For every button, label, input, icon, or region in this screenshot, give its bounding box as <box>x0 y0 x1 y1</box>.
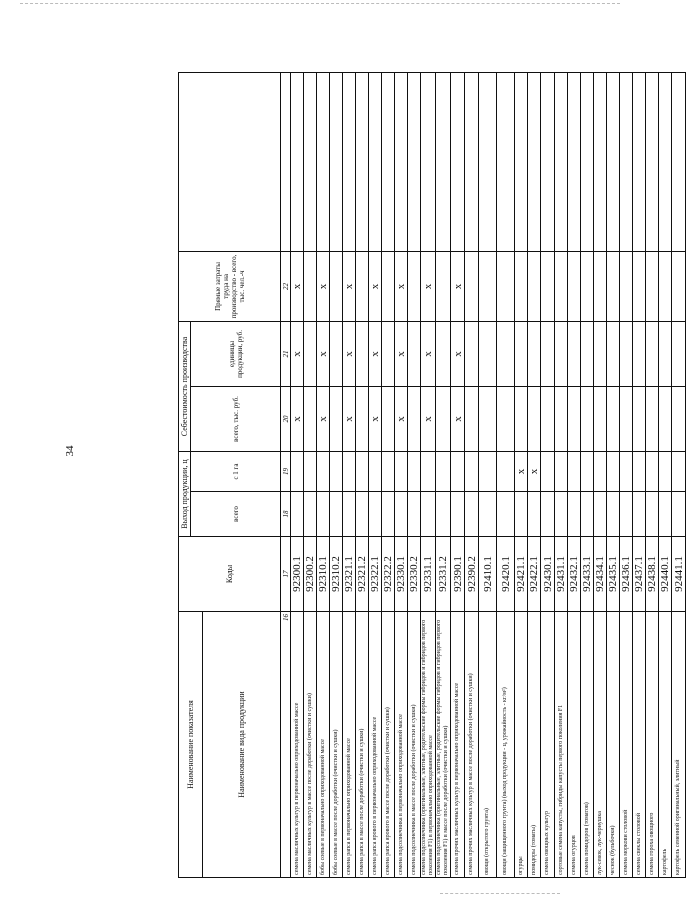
table-row <box>343 72 356 877</box>
output-total-cell <box>451 492 465 537</box>
labor-cost-cell: х <box>451 251 465 321</box>
cost-unit-cell: х <box>369 321 382 386</box>
blank-cell <box>515 72 528 251</box>
product-code-cell: 92410.1 <box>479 537 497 612</box>
cost-unit-cell: х <box>291 321 304 386</box>
output-total-cell <box>620 492 633 537</box>
labor-cost-cell: х <box>369 251 382 321</box>
blank-cell <box>382 72 395 251</box>
labor-cost-cell <box>356 251 369 321</box>
output-total-cell <box>369 492 382 537</box>
table-row <box>541 72 555 877</box>
output-total-cell <box>304 492 317 537</box>
header-row-1 <box>179 72 191 877</box>
output-per-ha-cell: х <box>528 451 541 491</box>
colnum-19: 19 <box>281 451 291 491</box>
table-row <box>369 72 382 877</box>
table-row <box>555 72 568 877</box>
product-code-cell: 92420.1 <box>497 537 515 612</box>
product-name-cell: семена моркови столовой <box>620 612 633 878</box>
output-per-ha-cell <box>555 451 568 491</box>
cost-unit-cell <box>304 321 317 386</box>
table-row <box>497 72 515 877</box>
product-name-cell: огурцы <box>515 612 528 878</box>
product-name-cell: бобы соевые в массе после доработки (очистки и сушки) <box>330 612 343 878</box>
cost-total-cell <box>436 386 451 451</box>
blank-cell <box>343 72 356 251</box>
labor-cost-cell <box>607 251 620 321</box>
output-per-ha-cell <box>541 451 555 491</box>
labor-cost-cell: х <box>395 251 408 321</box>
table-row <box>408 72 421 877</box>
table-row <box>659 72 672 877</box>
table-row <box>356 72 369 877</box>
cost-total-cell <box>594 386 607 451</box>
cost-unit-cell: х <box>395 321 408 386</box>
cost-unit-cell: х <box>317 321 330 386</box>
output-per-ha-cell <box>646 451 659 491</box>
header-cost: Себестоимость производства <box>179 321 191 451</box>
cost-total-cell: х <box>395 386 408 451</box>
cost-unit-cell: х <box>451 321 465 386</box>
table-row <box>568 72 581 877</box>
output-total-cell <box>515 492 528 537</box>
column-number-row <box>281 72 291 877</box>
empty-right-block <box>179 72 281 251</box>
output-per-ha-cell <box>633 451 646 491</box>
product-code-cell: 92310.1 <box>317 537 330 612</box>
labor-cost-cell <box>555 251 568 321</box>
output-total-cell <box>555 492 568 537</box>
header-cost-total: всего, тыс. руб. <box>191 386 281 451</box>
cost-total-cell <box>541 386 555 451</box>
cost-unit-cell <box>659 321 672 386</box>
product-name-cell: помидоры (томаты) <box>528 612 541 878</box>
cost-total-cell <box>515 386 528 451</box>
blank-cell <box>659 72 672 251</box>
cost-total-cell <box>672 386 686 451</box>
output-total-cell <box>646 492 659 537</box>
table-row <box>479 72 497 877</box>
output-per-ha-cell <box>369 451 382 491</box>
output-per-ha-cell <box>672 451 686 491</box>
cost-unit-cell <box>568 321 581 386</box>
product-name-cell: семена подсолнечника (оригинальные, элитные, родительские формы гибридов и гибридов первого поколения F1) в первоначально оприходованной массе <box>421 612 436 878</box>
output-total-cell <box>594 492 607 537</box>
cost-unit-cell <box>497 321 515 386</box>
labor-cost-cell <box>479 251 497 321</box>
product-code-cell: 92437.1 <box>633 537 646 612</box>
product-name-cell: овощи (защищенного грунта) (выход продукции - ц, урожайность - кг/м²) <box>497 612 515 878</box>
labor-cost-cell <box>568 251 581 321</box>
table-row <box>607 72 620 877</box>
cost-unit-cell <box>356 321 369 386</box>
table-row <box>672 72 686 877</box>
product-code-cell: 92310.2 <box>330 537 343 612</box>
blank-cell <box>528 72 541 251</box>
product-code-cell: 92330.1 <box>395 537 408 612</box>
blank-cell <box>369 72 382 251</box>
page-number: 34 <box>64 445 76 457</box>
output-total-cell <box>317 492 330 537</box>
labor-cost-cell: х <box>291 251 304 321</box>
labor-cost-cell <box>620 251 633 321</box>
cost-total-cell <box>568 386 581 451</box>
cost-unit-cell <box>541 321 555 386</box>
output-total-cell <box>672 492 686 537</box>
output-total-cell <box>541 492 555 537</box>
cost-total-cell <box>497 386 515 451</box>
output-per-ha-cell <box>568 451 581 491</box>
output-total-cell <box>581 492 594 537</box>
product-name-cell: семена рапса ярового в первоначально оприходованной массе <box>369 612 382 878</box>
labor-cost-cell <box>465 251 479 321</box>
product-name-cell: семена рапса в массе после доработки (очистки и сушки) <box>356 612 369 878</box>
product-name-cell: семена подсолнечника (оригинальные, элитные, родительские формы гибридов и гибридов первого поколения F1) в массе после доработки (очистки и сушки) <box>436 612 451 878</box>
product-code-cell: 92300.1 <box>291 537 304 612</box>
product-name-cell: картофель <box>659 612 672 878</box>
table-row <box>594 72 607 877</box>
labor-cost-cell <box>528 251 541 321</box>
header-product-name: Наименование вида продукции <box>203 612 281 878</box>
product-name-cell: картофель семенной оригинальный, элитный <box>672 612 686 878</box>
output-per-ha-cell <box>317 451 330 491</box>
product-code-cell: 92390.2 <box>465 537 479 612</box>
product-code-cell: 92434.1 <box>594 537 607 612</box>
product-name-cell: семена рапса ярового в массе после доработки (очистки и сушки) <box>382 612 395 878</box>
product-name-cell: семена прочих масличных культур в массе после доработки (очистки и сушки) <box>465 612 479 878</box>
header-indicator-name: Наименование показателя <box>179 612 203 878</box>
cost-total-cell <box>304 386 317 451</box>
output-total-cell <box>633 492 646 537</box>
blank-cell <box>581 72 594 251</box>
cost-total-cell <box>408 386 421 451</box>
blank-cell <box>568 72 581 251</box>
cost-total-cell <box>620 386 633 451</box>
blank-cell <box>672 72 686 251</box>
labor-cost-cell <box>581 251 594 321</box>
output-per-ha-cell <box>659 451 672 491</box>
cost-unit-cell <box>581 321 594 386</box>
product-code-cell: 92440.1 <box>659 537 672 612</box>
output-total-cell <box>356 492 369 537</box>
product-code-cell: 92441.1 <box>672 537 686 612</box>
cost-unit-cell <box>408 321 421 386</box>
output-total-cell <box>436 492 451 537</box>
product-code-cell: 92421.1 <box>515 537 528 612</box>
cost-unit-cell <box>528 321 541 386</box>
cost-total-cell: х <box>421 386 436 451</box>
cost-total-cell: х <box>369 386 382 451</box>
cost-unit-cell <box>330 321 343 386</box>
output-per-ha-cell <box>451 451 465 491</box>
output-per-ha-cell: х <box>515 451 528 491</box>
output-total-cell <box>330 492 343 537</box>
output-per-ha-cell <box>620 451 633 491</box>
product-name-cell: семена свеклы столовой <box>633 612 646 878</box>
colnum-16: 16 <box>281 612 291 878</box>
product-name-cell: семена овощных культур <box>541 612 555 878</box>
colnum-17: 17 <box>281 537 291 612</box>
cost-total-cell: х <box>451 386 465 451</box>
output-total-cell <box>479 492 497 537</box>
table-row <box>421 72 436 877</box>
cost-unit-cell: х <box>343 321 356 386</box>
table-row <box>382 72 395 877</box>
header-per-ha: с 1 га <box>191 451 281 491</box>
output-per-ha-cell <box>479 451 497 491</box>
output-total-cell <box>607 492 620 537</box>
header-total: всего <box>191 492 281 537</box>
output-total-cell <box>291 492 304 537</box>
blank-cell <box>465 72 479 251</box>
blank-cell <box>436 72 451 251</box>
product-code-cell: 92321.2 <box>356 537 369 612</box>
cost-unit-cell <box>382 321 395 386</box>
labor-cost-cell <box>497 251 515 321</box>
product-code-cell: 92331.2 <box>436 537 451 612</box>
output-per-ha-cell <box>330 451 343 491</box>
cost-total-cell: х <box>343 386 356 451</box>
table-row <box>620 72 633 877</box>
output-total-cell <box>395 492 408 537</box>
product-code-cell: 92432.1 <box>568 537 581 612</box>
output-total-cell <box>659 492 672 537</box>
labor-cost-cell <box>659 251 672 321</box>
colnum-22: 22 <box>281 251 291 321</box>
cost-unit-cell <box>620 321 633 386</box>
output-per-ha-cell <box>291 451 304 491</box>
cost-unit-cell <box>594 321 607 386</box>
output-total-cell <box>382 492 395 537</box>
colnum-18: 18 <box>281 492 291 537</box>
output-total-cell <box>568 492 581 537</box>
header-labor: Прямые затраты труда на производство - всего, тыс. чел.-ч <box>179 251 281 321</box>
table-row <box>304 72 317 877</box>
blank-cell <box>646 72 659 251</box>
table-row <box>317 72 330 877</box>
table-row <box>528 72 541 877</box>
blank-cell <box>356 72 369 251</box>
cost-total-cell <box>659 386 672 451</box>
labor-cost-cell <box>672 251 686 321</box>
cost-total-cell <box>382 386 395 451</box>
labor-cost-cell: х <box>317 251 330 321</box>
cost-unit-cell <box>633 321 646 386</box>
cost-unit-cell <box>672 321 686 386</box>
cost-total-cell <box>465 386 479 451</box>
product-code-cell: 92330.2 <box>408 537 421 612</box>
product-code-cell: 92300.2 <box>304 537 317 612</box>
output-per-ha-cell <box>581 451 594 491</box>
output-per-ha-cell <box>594 451 607 491</box>
product-name-cell: семена подсолнечника в массе после доработки (очистки и сушки) <box>408 612 421 878</box>
labor-cost-cell <box>541 251 555 321</box>
output-per-ha-cell <box>395 451 408 491</box>
product-name-cell: семена помидоров (томатов) <box>581 612 594 878</box>
table-row <box>633 72 646 877</box>
cost-total-cell <box>581 386 594 451</box>
product-code-cell: 92433.1 <box>581 537 594 612</box>
output-total-cell <box>343 492 356 537</box>
cost-unit-cell <box>607 321 620 386</box>
product-code-cell: 92436.1 <box>620 537 633 612</box>
cost-total-cell <box>528 386 541 451</box>
blank-cell <box>555 72 568 251</box>
labor-cost-cell <box>304 251 317 321</box>
blank-cell <box>395 72 408 251</box>
product-code-cell: 92431.1 <box>555 537 568 612</box>
colnum-empty <box>281 72 291 251</box>
output-total-cell <box>408 492 421 537</box>
cost-total-cell: х <box>291 386 304 451</box>
product-name-cell: овощи (открытого грунта) <box>479 612 497 878</box>
header-codes: Коды <box>179 537 281 612</box>
cost-unit-cell <box>436 321 451 386</box>
output-total-cell <box>421 492 436 537</box>
blank-cell <box>607 72 620 251</box>
cost-total-cell <box>330 386 343 451</box>
labor-cost-cell <box>646 251 659 321</box>
table-row <box>515 72 528 877</box>
cost-total-cell: х <box>317 386 330 451</box>
table-row <box>291 72 304 877</box>
product-code-cell: 92331.1 <box>421 537 436 612</box>
output-per-ha-cell <box>304 451 317 491</box>
labor-cost-cell <box>594 251 607 321</box>
cost-unit-cell <box>555 321 568 386</box>
cost-unit-cell: х <box>421 321 436 386</box>
scan-border-bottom <box>440 893 560 894</box>
output-total-cell <box>497 492 515 537</box>
product-name-cell: чеснок (бульбочки) <box>607 612 620 878</box>
output-per-ha-cell <box>497 451 515 491</box>
header-output: Выход продукции, ц <box>179 451 191 536</box>
blank-cell <box>291 72 304 251</box>
blank-cell <box>408 72 421 251</box>
product-name-cell: сортовые семена капусты, гибриды капусты первого поколения F1 <box>555 612 568 878</box>
product-code-cell: 92430.1 <box>541 537 555 612</box>
cost-total-cell <box>555 386 568 451</box>
cost-unit-cell <box>515 321 528 386</box>
product-code-cell: 92435.1 <box>607 537 620 612</box>
blank-cell <box>633 72 646 251</box>
product-name-cell: бобы соевые в первоначально оприходованной массе <box>317 612 330 878</box>
table-row <box>395 72 408 877</box>
product-name-cell: лук-севок, лук-чернушка <box>594 612 607 878</box>
colnum-21: 21 <box>281 321 291 386</box>
scan-border-top <box>20 3 620 4</box>
cost-total-cell <box>607 386 620 451</box>
colnum-20: 20 <box>281 386 291 451</box>
cost-total-cell <box>479 386 497 451</box>
blank-cell <box>330 72 343 251</box>
blank-cell <box>451 72 465 251</box>
cost-unit-cell <box>479 321 497 386</box>
product-name-cell: семена огурцов <box>568 612 581 878</box>
blank-cell <box>620 72 633 251</box>
output-per-ha-cell <box>465 451 479 491</box>
product-name-cell: семена масличных культур в первоначально оприходованной массе <box>291 612 304 878</box>
cost-total-cell <box>633 386 646 451</box>
blank-cell <box>541 72 555 251</box>
labor-cost-cell <box>515 251 528 321</box>
blank-cell <box>317 72 330 251</box>
product-code-cell: 92390.1 <box>451 537 465 612</box>
product-code-cell: 92322.2 <box>382 537 395 612</box>
table-row <box>436 72 451 877</box>
blank-cell <box>497 72 515 251</box>
cost-unit-cell <box>465 321 479 386</box>
product-code-cell: 92322.1 <box>369 537 382 612</box>
product-name-cell: семена гороха овощного <box>646 612 659 878</box>
product-code-cell: 92422.1 <box>528 537 541 612</box>
labor-cost-cell: х <box>421 251 436 321</box>
header-cost-unit: единицы продукции, руб. <box>191 321 281 386</box>
product-code-cell: 92438.1 <box>646 537 659 612</box>
table-row <box>646 72 659 877</box>
labor-cost-cell: х <box>343 251 356 321</box>
product-name-cell: семена подсолнечника в первоначально оприходованной массе <box>395 612 408 878</box>
product-name-cell: семена прочих масличных культур в первоначально оприходованной массе <box>451 612 465 878</box>
product-name-cell: семена масличных культур в массе после доработки (очистки и сушки) <box>304 612 317 878</box>
table-row <box>581 72 594 877</box>
output-per-ha-cell <box>356 451 369 491</box>
labor-cost-cell <box>436 251 451 321</box>
blank-cell <box>479 72 497 251</box>
table-row <box>451 72 465 877</box>
output-per-ha-cell <box>607 451 620 491</box>
statistics-table <box>178 72 686 878</box>
labor-cost-cell <box>408 251 421 321</box>
output-per-ha-cell <box>382 451 395 491</box>
labor-cost-cell <box>633 251 646 321</box>
output-per-ha-cell <box>408 451 421 491</box>
output-per-ha-cell <box>343 451 356 491</box>
blank-cell <box>421 72 436 251</box>
cost-total-cell <box>646 386 659 451</box>
blank-cell <box>594 72 607 251</box>
labor-cost-cell <box>330 251 343 321</box>
cost-total-cell <box>356 386 369 451</box>
product-name-cell: семена рапса в первоначально оприходованной массе <box>343 612 356 878</box>
product-code-cell: 92321.1 <box>343 537 356 612</box>
output-per-ha-cell <box>436 451 451 491</box>
output-total-cell <box>465 492 479 537</box>
table-row <box>465 72 479 877</box>
output-per-ha-cell <box>421 451 436 491</box>
cost-unit-cell <box>646 321 659 386</box>
labor-cost-cell <box>382 251 395 321</box>
output-total-cell <box>528 492 541 537</box>
table-row <box>330 72 343 877</box>
blank-cell <box>304 72 317 251</box>
rotated-table-container <box>178 73 685 878</box>
